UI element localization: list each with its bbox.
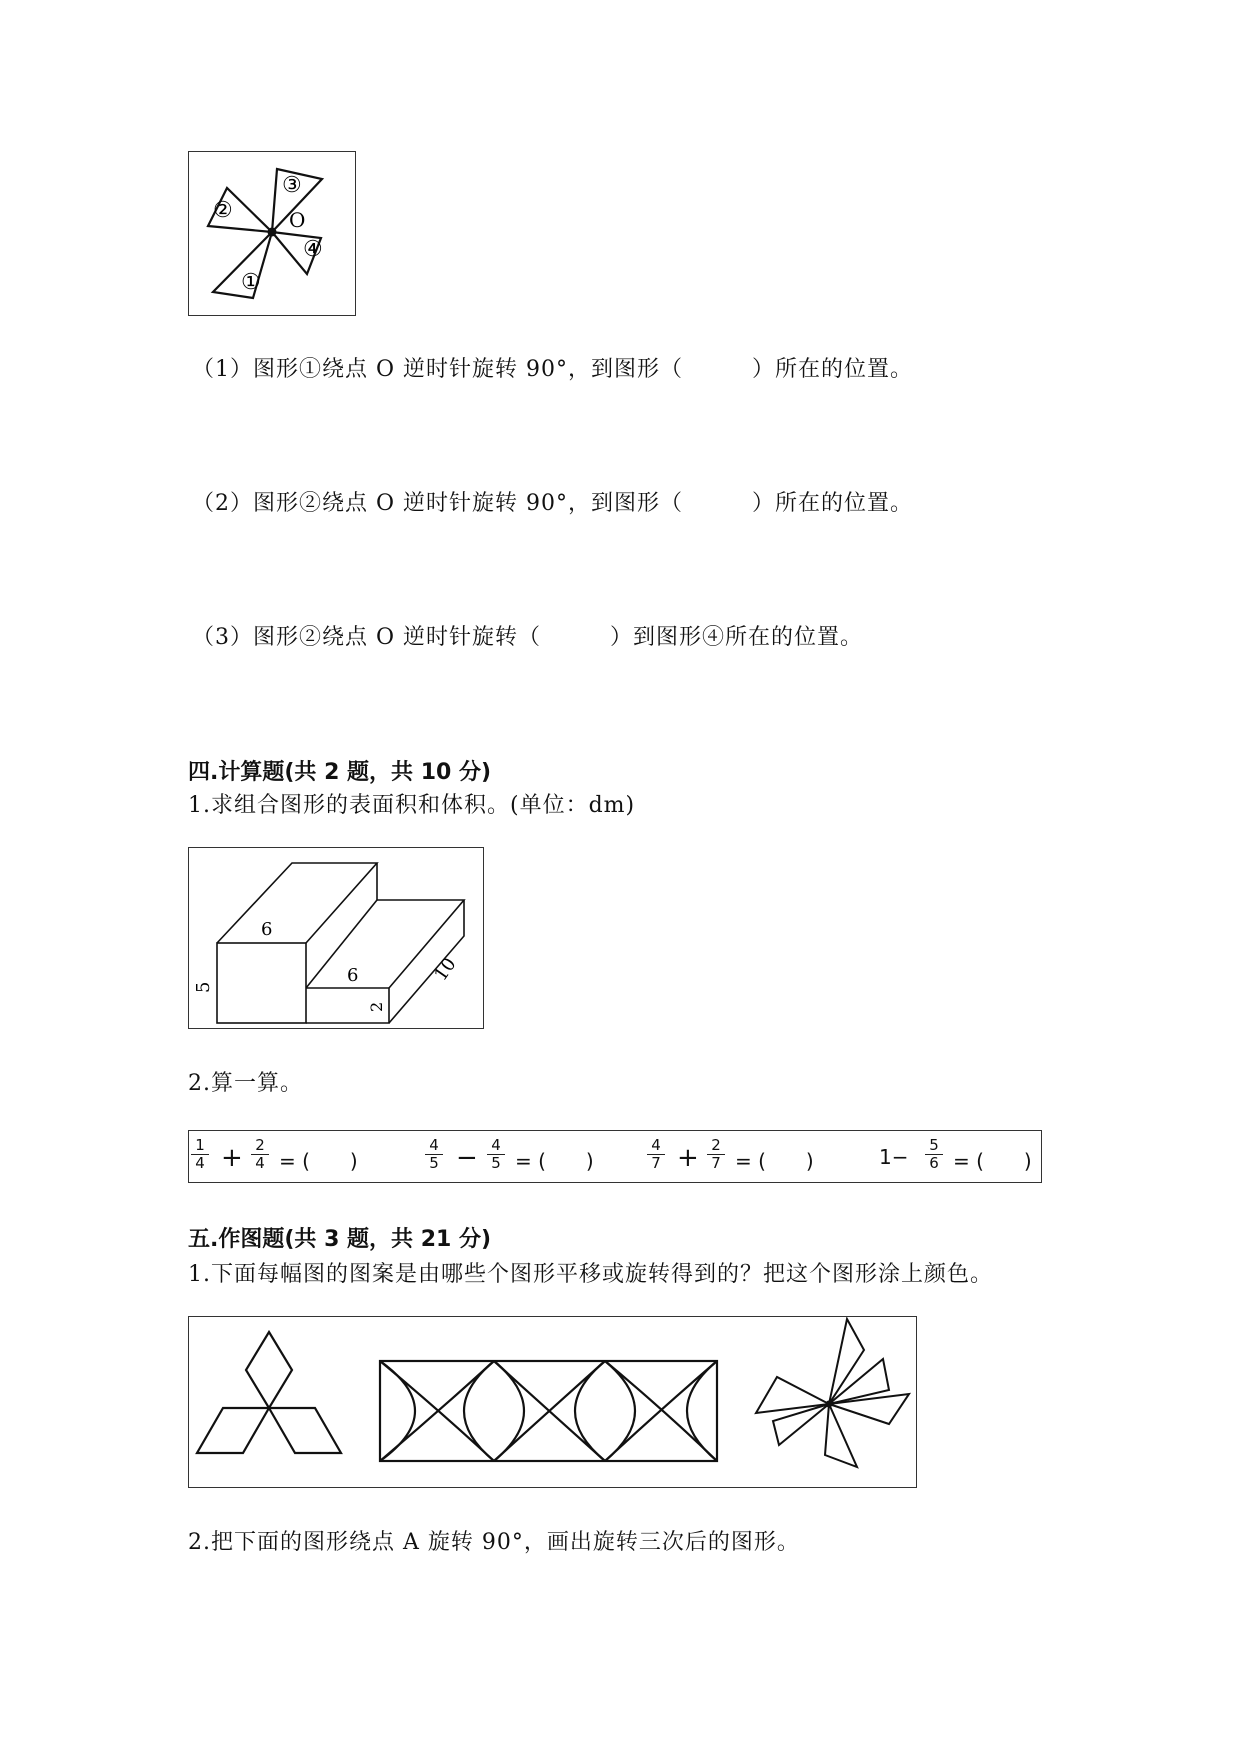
fraction: 4 5 [425,1137,443,1172]
rhombus-right [269,1408,341,1453]
fraction: 4 5 [487,1137,505,1172]
section-4-title: 四.计算题(共 2 题，共 10 分) [188,760,492,785]
answer-blank[interactable]: = ( ) [515,1149,594,1173]
fraction-expressions [188,1130,1042,1183]
pattern-figures [188,1316,917,1488]
operator: + [221,1143,243,1173]
solid-label-top-depth: 6 [261,919,273,940]
solid-label-step-depth: 6 [347,965,359,986]
solid-label-left-height: 5 [193,981,214,993]
answer-blank[interactable]: = ( ) [735,1149,814,1173]
operator: 1− [879,1145,909,1169]
fraction: 2 4 [251,1137,269,1172]
label-3: ③ [282,173,302,198]
composite-solid-figure [188,847,484,1029]
label-2: ② [213,198,233,223]
triangle-pinwheel [756,1319,909,1467]
answer-blank[interactable]: = ( ) [279,1149,358,1173]
fraction: 5 6 [925,1137,943,1172]
section-5-title: 五.作图题(共 3 题，共 21 分) [188,1227,492,1252]
pinwheel-figure [188,151,356,316]
answer-blank[interactable]: = ( ) [953,1149,1032,1173]
solid-label-step-height: 2 [367,1001,386,1012]
section-4-question-2: 2.算一算。 [188,1071,303,1096]
label-4: ④ [303,237,323,262]
fraction: 4 7 [647,1137,665,1172]
center-label: O [289,208,306,232]
rhombus-top [246,1332,292,1408]
operator: + [677,1143,699,1173]
fraction: 1 4 [191,1137,209,1172]
rotation-question-1: （1）图形①绕点 O 逆时针旋转 90°，到图形（ ）所在的位置。 [192,357,914,382]
rhombus-left [197,1408,269,1453]
rotation-question-3: （3）图形②绕点 O 逆时针旋转（ ）到图形④所在的位置。 [192,625,864,650]
section-5-question-2: 2.把下面的图形绕点 A 旋转 90°，画出旋转三次后的图形。 [188,1530,800,1555]
section-4-question-1: 1.求组合图形的表面积和体积。(单位：dm) [188,793,636,818]
operator: − [456,1143,478,1173]
lens-arcs [380,1361,717,1461]
solid-label-length: 10 [430,954,461,985]
fraction: 2 7 [707,1137,725,1172]
rotation-question-2: （2）图形②绕点 O 逆时针旋转 90°，到图形（ ）所在的位置。 [192,491,914,516]
label-1: ① [241,270,261,295]
section-5-question-1: 1.下面每幅图的图案是由哪些个图形平移或旋转得到的？把这个图形涂上颜色。 [188,1262,993,1287]
